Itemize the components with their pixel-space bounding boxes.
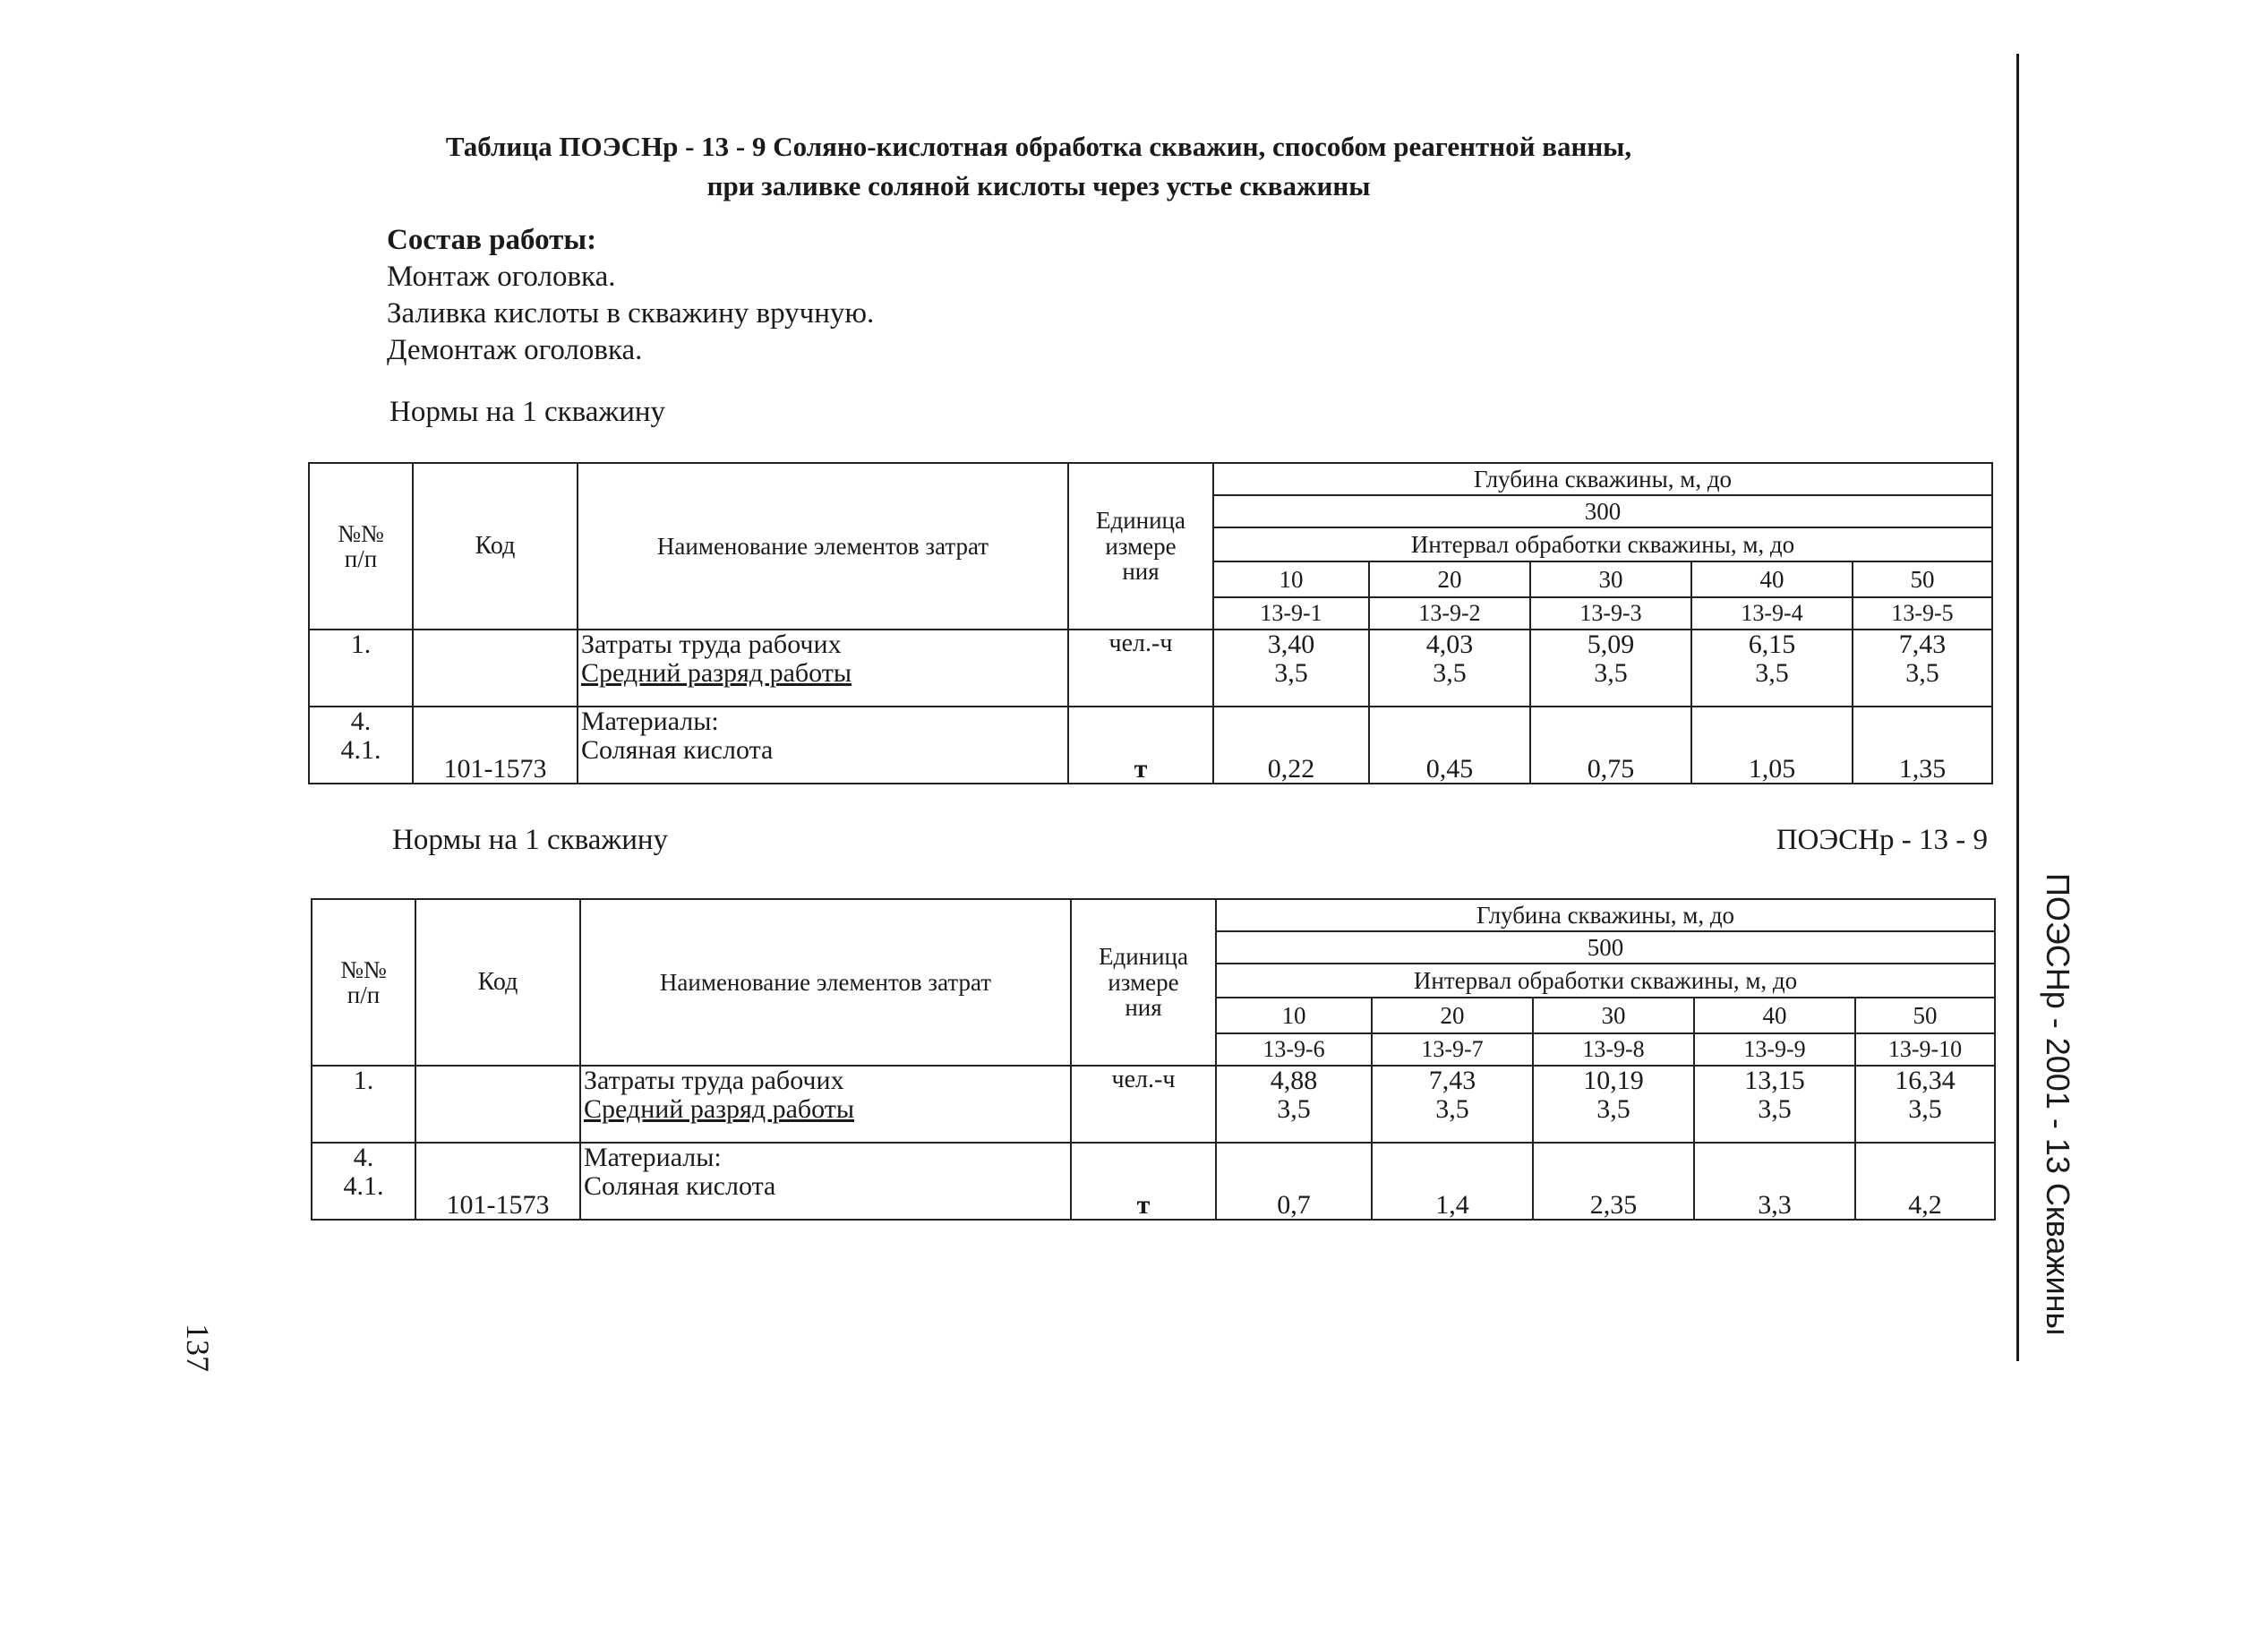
header-code-col: 13-9-2 (1369, 597, 1530, 630)
header-interval: 40 (1694, 998, 1855, 1033)
header-interval: 10 (1216, 998, 1372, 1033)
header-interval: 50 (1853, 561, 1992, 597)
header-code-col: 13-9-8 (1533, 1033, 1694, 1066)
header-code-col: 13-9-10 (1855, 1033, 1995, 1066)
row-code (413, 630, 578, 707)
table-row (312, 1143, 1995, 1220)
row-value: 10,19 3,5 (1533, 1066, 1694, 1143)
row-value: 4,03 3,5 (1369, 630, 1530, 707)
title-line-1: Таблица ПОЭСНр - 13 - 9 Солянo-кислотная обработка скважин, способом реагентной ванны, (445, 131, 1632, 162)
norms-table-500 (311, 898, 1996, 1221)
margin-rule (2016, 54, 2019, 1361)
side-caption (2034, 873, 2081, 1375)
row-value: 0,7 (1216, 1143, 1372, 1220)
document-title (340, 127, 1737, 206)
row-value: 16,34 3,5 (1855, 1066, 1995, 1143)
table-row (312, 1066, 1995, 1143)
header-interval-title: Интервал обработки скважины, м, до (1216, 964, 1995, 998)
row-value: 1,35 (1853, 707, 1992, 784)
header-num: №№ п/п (312, 899, 415, 1066)
row-num: 1. (312, 1066, 415, 1143)
row-name: Материалы: Соляная кислота (580, 1143, 1071, 1220)
header-interval-title: Интервал обработки скважины, м, до (1213, 527, 1992, 561)
row-name: Материалы: Соляная кислота (578, 707, 1068, 784)
row-unit: чел.-ч (1071, 1066, 1216, 1143)
header-num: №№ п/п (309, 463, 413, 630)
row-value: 0,22 (1213, 707, 1369, 784)
row-value: 13,15 3,5 (1694, 1066, 1855, 1143)
header-interval: 30 (1533, 998, 1694, 1033)
row-num: 4. 4.1. (312, 1143, 415, 1220)
row-value: 0,75 (1530, 707, 1691, 784)
row-code: 101-1573 (415, 1143, 580, 1220)
header-depth-title: Глубина скважины, м, до (1213, 463, 1992, 495)
header-code: Код (413, 463, 578, 630)
header-interval: 30 (1530, 561, 1691, 597)
composition-step: Заливка кислоты в скважину вручную. (387, 297, 875, 330)
page-number-text: 137 (180, 1324, 216, 1372)
row-value: 4,88 3,5 (1216, 1066, 1372, 1143)
header-code-col: 13-9-3 (1530, 597, 1691, 630)
header-code-col: 13-9-4 (1691, 597, 1853, 630)
table-row (309, 707, 1992, 784)
header-code-col: 13-9-1 (1213, 597, 1369, 630)
table-1-caption: Нормы на 1 скважину (389, 396, 666, 428)
row-num: 4. 4.1. (309, 707, 413, 784)
norms-table-300 (308, 462, 1993, 784)
row-num: 1. (309, 630, 413, 707)
table-row (309, 630, 1992, 707)
row-value: 0,45 (1369, 707, 1530, 784)
side-caption-text: ПОЭСНр - 2001 - 13 Скважины (2040, 873, 2076, 1336)
row-unit: т (1068, 707, 1213, 784)
header-name: Наименование элементов затрат (578, 463, 1068, 630)
header-interval: 10 (1213, 561, 1369, 597)
table-2-code-ref: ПОЭСНр - 13 - 9 (1776, 824, 1988, 856)
composition-heading: Состав работы: (387, 224, 597, 256)
row-value: 3,3 (1694, 1143, 1855, 1220)
row-value: 6,15 3,5 (1691, 630, 1853, 707)
row-name: Затраты труда рабочих Средний разряд работы (578, 630, 1068, 707)
row-value: 7,43 3,5 (1372, 1066, 1533, 1143)
table-2-caption: Нормы на 1 скважину (392, 824, 669, 856)
header-code: Код (415, 899, 580, 1066)
row-unit: чел.-ч (1068, 630, 1213, 707)
row-name: Затраты труда рабочих Средний разряд работы (580, 1066, 1071, 1143)
row-unit: т (1071, 1143, 1216, 1220)
row-value: 1,4 (1372, 1143, 1533, 1220)
header-depth-value: 300 (1213, 495, 1992, 527)
header-code-col: 13-9-5 (1853, 597, 1992, 630)
row-code (415, 1066, 580, 1143)
header-unit: Единица измере ния (1068, 463, 1213, 630)
header-unit: Единица измере ния (1071, 899, 1216, 1066)
header-code-col: 13-9-7 (1372, 1033, 1533, 1066)
header-interval: 20 (1369, 561, 1530, 597)
page-number (175, 1312, 220, 1384)
header-interval: 50 (1855, 998, 1995, 1033)
row-value: 2,35 (1533, 1143, 1694, 1220)
header-depth-value: 500 (1216, 931, 1995, 964)
header-code-col: 13-9-9 (1694, 1033, 1855, 1066)
row-code: 101-1573 (413, 707, 578, 784)
row-value: 1,05 (1691, 707, 1853, 784)
composition-step: Демонтаж оголовка. (387, 334, 643, 366)
header-depth-title: Глубина скважины, м, до (1216, 899, 1995, 931)
header-interval: 20 (1372, 998, 1533, 1033)
header-code-col: 13-9-6 (1216, 1033, 1372, 1066)
work-composition (387, 222, 874, 369)
row-value: 3,40 3,5 (1213, 630, 1369, 707)
header-interval: 40 (1691, 561, 1853, 597)
header-name: Наименование элементов затрат (580, 899, 1071, 1066)
row-value: 7,43 3,5 (1853, 630, 1992, 707)
row-value: 4,2 (1855, 1143, 1995, 1220)
title-line-2: при заливке соляной кислоты через устье скважины (706, 170, 1371, 201)
row-value: 5,09 3,5 (1530, 630, 1691, 707)
composition-step: Монтаж оголовка. (387, 261, 616, 293)
